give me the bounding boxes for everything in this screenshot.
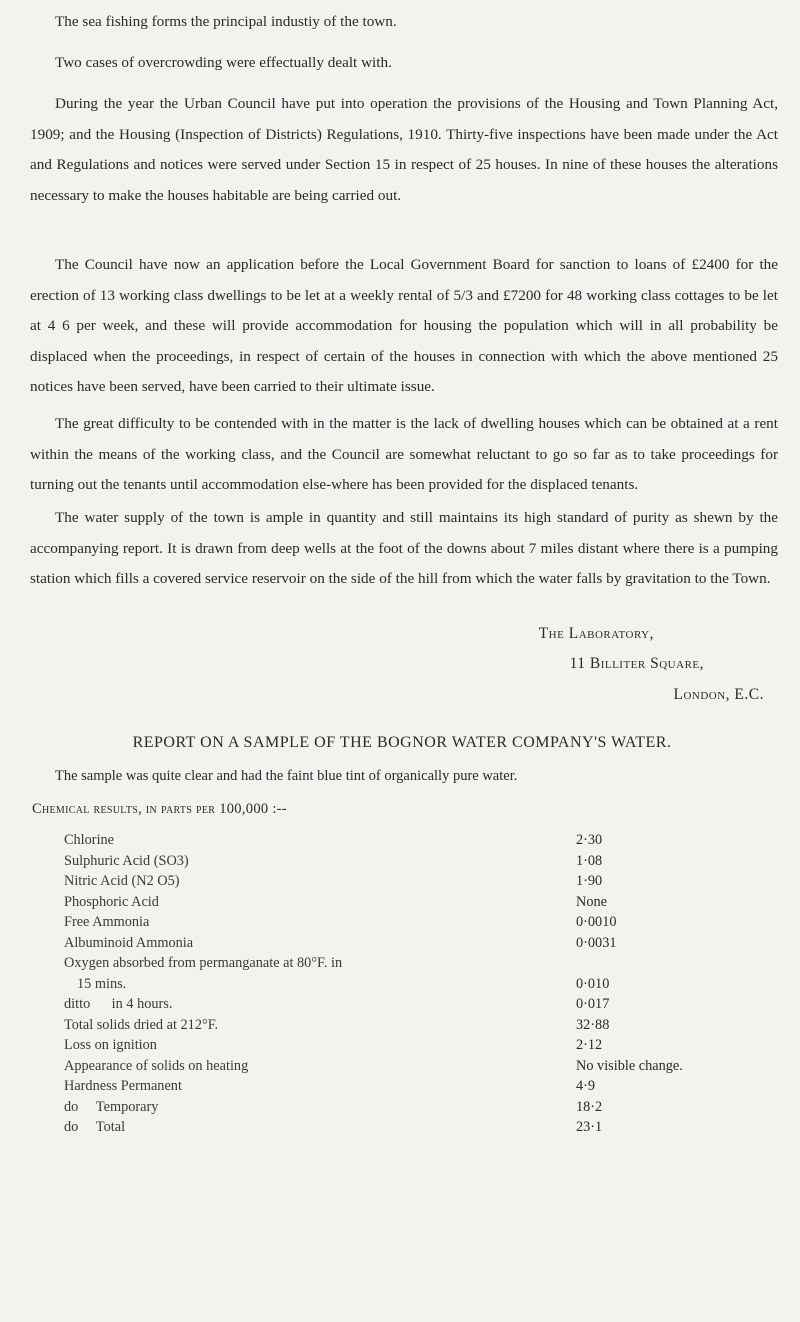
result-row-free-ammonia bbox=[64, 912, 784, 933]
result-row-appearance bbox=[64, 1056, 784, 1077]
result-row-oxygen-4-hours bbox=[64, 994, 784, 1015]
result-value: 2·30 bbox=[576, 832, 603, 848]
chemical-results-heading: Chemical results, in parts per 100,000 :-- bbox=[32, 801, 287, 817]
result-value: 0·0010 bbox=[576, 914, 617, 930]
result-row-hardness-total bbox=[64, 1117, 784, 1138]
chemical-results-table bbox=[64, 830, 784, 1138]
result-label: Nitric Acid (N2 O5) bbox=[64, 873, 180, 889]
result-label: Loss on ignition bbox=[64, 1037, 157, 1053]
result-value: 1·08 bbox=[576, 852, 603, 869]
result-label-line-1: Oxygen absorbed from permanganate at 80°F. in bbox=[64, 955, 343, 971]
result-label: Appearance of solids on heating bbox=[64, 1057, 249, 1074]
result-label: Chlorine bbox=[64, 832, 115, 848]
result-row-oxygen-absorbed bbox=[64, 953, 784, 994]
paragraph-overcrowding: Two cases of overcrowding were effectually dealt with. bbox=[55, 54, 392, 71]
result-value: 0·0031 bbox=[576, 934, 617, 951]
paragraph-water-supply: The water supply of the town is ample in quantity and still maintains its high standard of purity as shewn by the accompanying report. It is drawn from deep wells at the foot of the downs about 7 miles distant where there is a pumping station which fills a covered service reservoir on the side of the hill from which the water falls by gravitation to the Town. bbox=[30, 509, 778, 587]
paragraph-sea-fishing: The sea fishing forms the principal industiy of the town. bbox=[55, 13, 397, 30]
result-row-hardness-temporary bbox=[64, 1097, 784, 1118]
result-value: None bbox=[576, 893, 607, 910]
paragraph-loans: The Council have now an application before the Local Government Board for sanction to loans of £2400 for the erection of 13 working class dwellings to be let at a weekly rental of 5/3 and £7200 for 48 working class cottages to be let at 4 6 per week, and these will provide accommodation for housing the population which will in all probability be displaced when the proceedings, in respect of certain of the houses in connection with which the above mentioned 25 notices have been served, have been carried to their ultimate issue. bbox=[30, 256, 778, 395]
result-row-phosphoric-acid bbox=[64, 892, 784, 913]
address-line-1: The Laboratory, bbox=[538, 625, 654, 642]
result-value: 0·017 bbox=[576, 996, 610, 1012]
result-value: 0·010 bbox=[576, 975, 610, 992]
result-value: 23·1 bbox=[576, 1119, 603, 1135]
result-value: 4·9 bbox=[576, 1078, 596, 1094]
paragraph-housing-act: During the year the Urban Council have put into operation the provisions of the Housing and Town Planning Act, 1909; and the Housing (Inspection of Districts) Regulations, 1910. Thirty-five inspections have been made under the Act and Regulations and notices were served under Section 15 in respect of 25 houses. In nine of these houses the alterations necessary to make the houses habitable are being carried out. bbox=[30, 95, 778, 204]
sample-note: The sample was quite clear and had the faint blue tint of organically pure water. bbox=[55, 768, 518, 784]
result-label: ditto in 4 hours. bbox=[64, 996, 173, 1012]
result-label-line-2: 15 mins. bbox=[77, 975, 127, 992]
result-label: Sulphuric Acid (SO3) bbox=[64, 852, 189, 869]
report-title: REPORT ON A SAMPLE OF THE BOGNOR WATER COMPANY'S WATER. bbox=[132, 734, 672, 751]
result-label: Total solids dried at 212°F. bbox=[64, 1016, 219, 1033]
result-label: do Temporary bbox=[64, 1098, 159, 1115]
result-label: Albuminoid Ammonia bbox=[64, 934, 194, 951]
result-label: do Total bbox=[64, 1119, 126, 1135]
result-label: Free Ammonia bbox=[64, 914, 150, 930]
result-row-total-solids bbox=[64, 1015, 784, 1036]
address-line-3: London, E.C. bbox=[673, 686, 764, 703]
result-label: Hardness Permanent bbox=[64, 1078, 182, 1094]
result-value: 18·2 bbox=[576, 1098, 603, 1115]
result-value: 2·12 bbox=[576, 1037, 603, 1053]
address-line-2: 11 Billiter Square, bbox=[569, 655, 704, 672]
result-row-albuminoid-ammonia bbox=[64, 933, 784, 954]
result-row-chlorine bbox=[64, 830, 784, 851]
result-value: 32·88 bbox=[576, 1016, 610, 1033]
paragraph-difficulty: The great difficulty to be contended with in the matter is the lack of dwelling houses which can be obtained at a rent within the means of the working class, and the Council are somewhat reluctant to go so far as to take proceedings for turning out the tenants until accommodation else-where has been provided for the displaced tenants. bbox=[30, 415, 778, 493]
result-label: Phosphoric Acid bbox=[64, 893, 159, 910]
result-label bbox=[64, 953, 342, 994]
result-row-hardness-permanent bbox=[64, 1076, 784, 1097]
result-value: 1·90 bbox=[576, 873, 603, 889]
result-value: No visible change. bbox=[576, 1057, 683, 1074]
result-row-sulphuric-acid bbox=[64, 851, 784, 872]
result-row-nitric-acid bbox=[64, 871, 784, 892]
result-row-loss-on-ignition bbox=[64, 1035, 784, 1056]
